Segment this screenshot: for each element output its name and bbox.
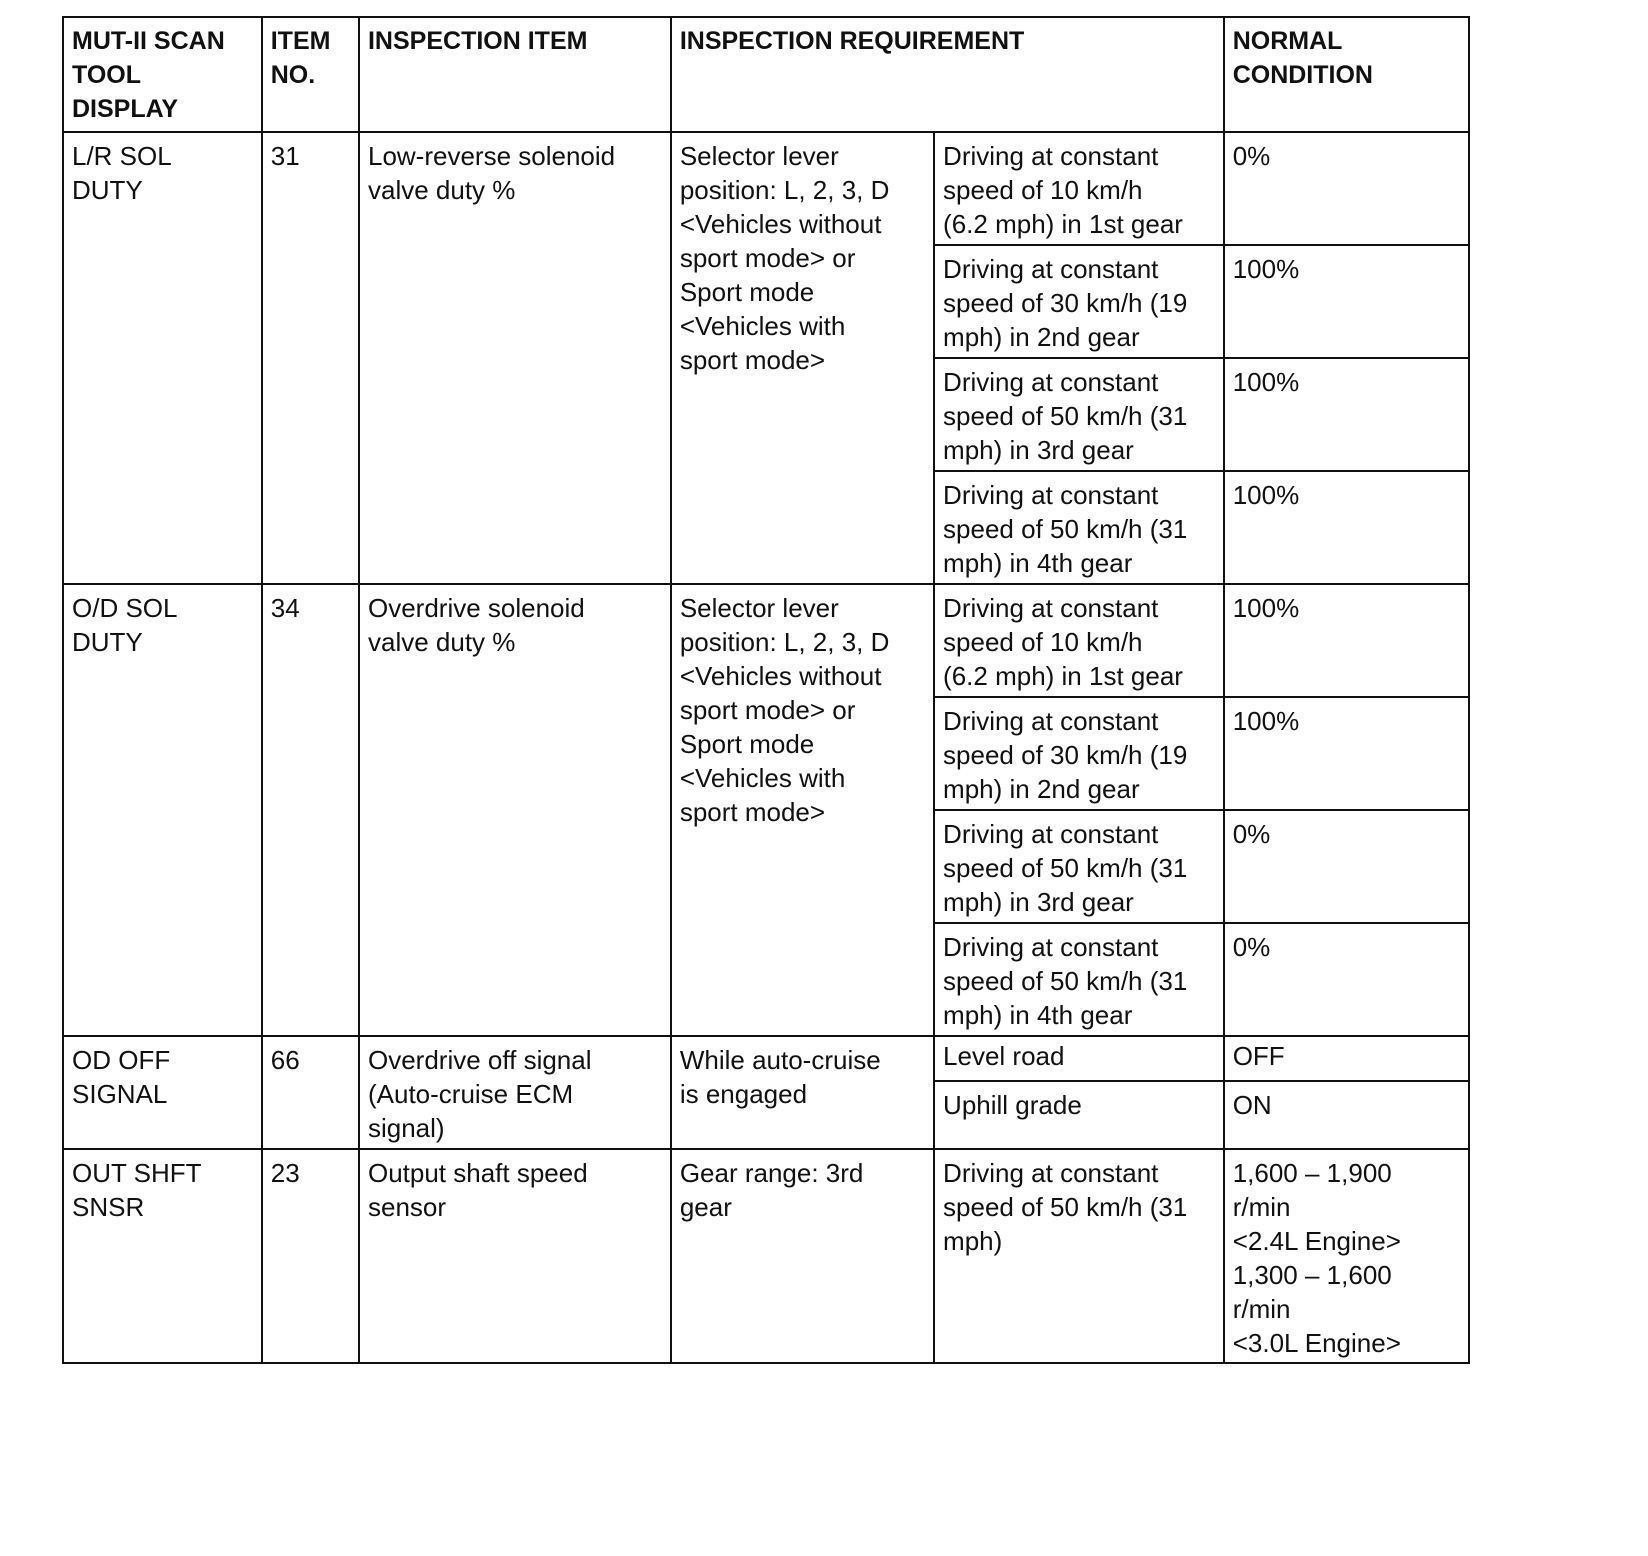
normal-cell: 100% xyxy=(1224,471,1469,584)
header-normal: NORMAL CONDITION xyxy=(1224,17,1469,132)
condition-cell: Driving at constant speed of 50 km/h (31 mph) in 3rd gear xyxy=(934,810,1224,923)
condition-cell: Driving at constant speed of 30 km/h (19 mph) in 2nd gear xyxy=(934,697,1224,810)
header-item: INSPECTION ITEM xyxy=(359,17,671,132)
normal-cell: 100% xyxy=(1224,358,1469,471)
normal-cell: 0% xyxy=(1224,810,1469,923)
condition-cell: Driving at constant speed of 10 km/h (6.2 mph) in 1st gear xyxy=(934,132,1224,245)
header-row xyxy=(63,17,1469,132)
item-no-cell: 66 xyxy=(262,1036,359,1149)
item-cell: Low-reverse solenoid valve duty % xyxy=(359,132,671,584)
display-cell: O/D SOL DUTY xyxy=(63,584,262,1036)
inspection-table xyxy=(62,16,1470,1364)
item-cell: Output shaft speed sensor xyxy=(359,1149,671,1363)
requirement-cell: Selector lever position: L, 2, 3, D <Vehicles without sport mode> or Sport mode <Vehicles with sport mode> xyxy=(671,132,934,584)
display-cell: OUT SHFT SNSR xyxy=(63,1149,262,1363)
condition-cell: Driving at constant speed of 50 km/h (31 mph) xyxy=(934,1149,1224,1363)
header-display: MUT-II SCAN TOOL DISPLAY xyxy=(63,17,262,132)
item-no-cell: 34 xyxy=(262,584,359,1036)
normal-cell: ON xyxy=(1224,1081,1469,1149)
requirement-cell: Selector lever position: L, 2, 3, D <Vehicles without sport mode> or Sport mode <Vehicles with sport mode> xyxy=(671,584,934,1036)
item-no-cell: 31 xyxy=(262,132,359,584)
condition-cell: Driving at constant speed of 50 km/h (31 mph) in 4th gear xyxy=(934,923,1224,1036)
item-no-cell: 23 xyxy=(262,1149,359,1363)
condition-cell: Driving at constant speed of 10 km/h (6.2 mph) in 1st gear xyxy=(934,584,1224,697)
normal-cell: 0% xyxy=(1224,132,1469,245)
condition-cell: Driving at constant speed of 30 km/h (19 mph) in 2nd gear xyxy=(934,245,1224,358)
condition-cell: Driving at constant speed of 50 km/h (31 mph) in 3rd gear xyxy=(934,358,1224,471)
table-row xyxy=(63,132,1469,245)
table-row xyxy=(63,1149,1469,1363)
header-item-no: ITEM NO. xyxy=(262,17,359,132)
condition-cell: Driving at constant speed of 50 km/h (31 mph) in 4th gear xyxy=(934,471,1224,584)
normal-cell: 100% xyxy=(1224,245,1469,358)
table-row xyxy=(63,1036,1469,1081)
normal-cell: 0% xyxy=(1224,923,1469,1036)
display-cell: L/R SOL DUTY xyxy=(63,132,262,584)
requirement-cell: While auto-cruise is engaged xyxy=(671,1036,934,1149)
requirement-cell: Gear range: 3rd gear xyxy=(671,1149,934,1363)
condition-cell: Uphill grade xyxy=(934,1081,1224,1149)
normal-cell: 100% xyxy=(1224,697,1469,810)
display-cell: OD OFF SIGNAL xyxy=(63,1036,262,1149)
item-cell: Overdrive solenoid valve duty % xyxy=(359,584,671,1036)
header-requirement: INSPECTION REQUIREMENT xyxy=(671,17,1224,132)
condition-cell: Level road xyxy=(934,1036,1224,1081)
item-cell: Overdrive off signal (Auto-cruise ECM signal) xyxy=(359,1036,671,1149)
normal-cell: OFF xyxy=(1224,1036,1469,1081)
normal-cell: 100% xyxy=(1224,584,1469,697)
table-row xyxy=(63,584,1469,697)
normal-cell: 1,600 – 1,900 r/min <2.4L Engine> 1,300 – 1,600 r/min <3.0L Engine> xyxy=(1224,1149,1469,1363)
